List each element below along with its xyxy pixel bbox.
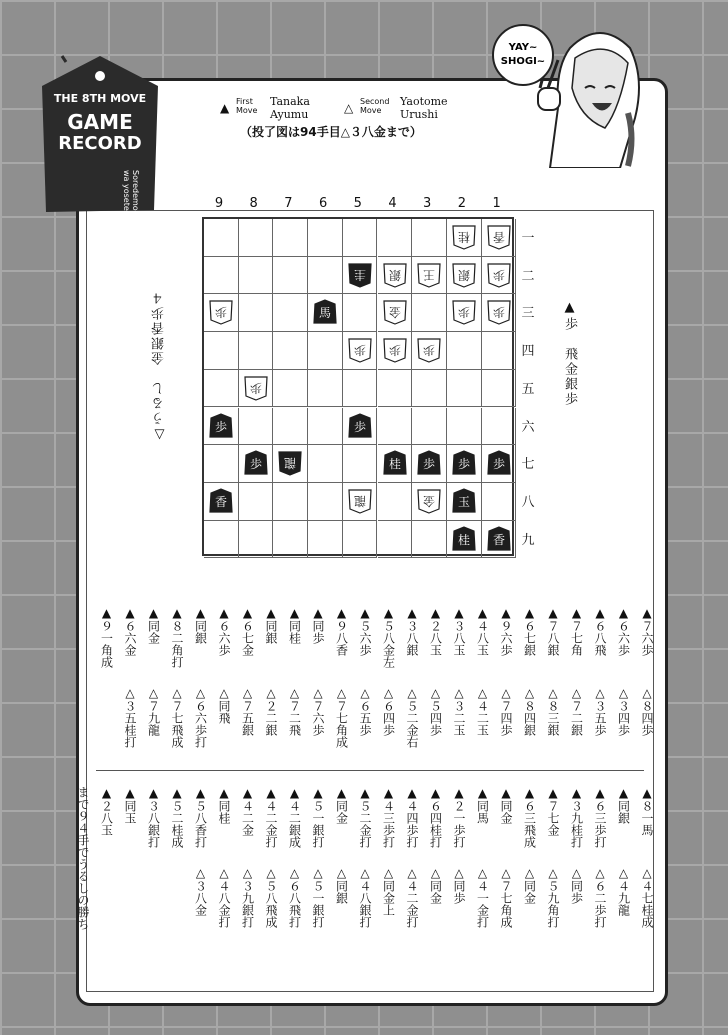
rank-number: 八 (521, 494, 535, 510)
move-gote: △４八金打 (217, 866, 231, 928)
second-symbol: △ (344, 101, 354, 115)
move-sente: ▲７七金 (546, 786, 560, 836)
move-sente: ▲同馬 (475, 786, 490, 824)
board-cell (378, 521, 413, 559)
shogi-piece (383, 337, 407, 363)
move-sente: ▲６六歩 (217, 606, 231, 656)
move-sente: ▲３八銀打 (146, 786, 161, 848)
board-cell (308, 408, 343, 446)
move-gote: △同飛 (217, 686, 231, 724)
move-sente: ▲３八銀 (405, 606, 419, 656)
piece-label: 歩 (214, 419, 228, 434)
file-number: 4 (388, 196, 397, 211)
board-cell (204, 219, 239, 257)
file-number: 9 (214, 196, 224, 211)
move-sente: ▲同玉 (123, 786, 137, 824)
move-sente: ▲４二金 (240, 786, 255, 836)
title-record: RECORD (58, 133, 142, 154)
piece-label: 金 (423, 493, 436, 508)
move-sente: ▲４四歩打 (405, 786, 419, 848)
board-cell (482, 332, 517, 370)
shogi-piece (209, 299, 233, 325)
move-sente: ▲６七銀 (522, 606, 537, 656)
move-sente: ▲４三歩打 (381, 786, 396, 848)
piece-label: 馬 (319, 306, 332, 321)
board-cell (273, 332, 308, 370)
board-cell (273, 370, 308, 408)
piece-label: 金 (388, 305, 401, 320)
move-gote: △同金上 (381, 866, 396, 916)
move-gote: △８三銀 (546, 686, 560, 736)
piece-label: 銀 (388, 267, 401, 282)
move-sente: ▲同銀 (616, 786, 631, 824)
move-sente: ▲５六歩 (358, 606, 372, 656)
move-sente: ▲同金 (499, 786, 513, 824)
chapter-label: THE 8TH MOVE (53, 92, 147, 105)
move-sente: ▲同桂 (287, 606, 302, 644)
shogi-piece (487, 450, 511, 476)
board-cell (343, 219, 378, 257)
move-gote: △７七角成 (334, 686, 349, 748)
move-gote: △６四歩 (381, 686, 396, 736)
move-sente: ▲７七角 (569, 606, 584, 656)
move-gote: △４八銀打 (358, 866, 372, 928)
board-cell (482, 408, 517, 446)
move-gote: △２二銀 (264, 686, 278, 736)
piece-label: 歩 (423, 457, 436, 472)
piece-label: 歩 (249, 457, 262, 472)
move-sente: ▲７六歩 (640, 606, 654, 656)
board-cell (343, 370, 378, 408)
rank-number: 一 (521, 231, 535, 246)
move-sente: ▲９八香 (334, 606, 349, 656)
move-gote: △３九銀打 (240, 866, 255, 928)
move-sente: ▲同桂 (217, 786, 231, 824)
move-gote: △５四歩 (428, 686, 443, 736)
move-sente: ▲６六歩 (616, 606, 631, 656)
move-gote: △８四銀 (522, 686, 537, 736)
move-sente: ▲６三歩打 (593, 786, 607, 848)
board-cell (273, 408, 308, 446)
shogi-piece (348, 262, 372, 288)
move-gote: △３五桂打 (123, 686, 137, 748)
move-sente: ▲４二金打 (264, 786, 278, 848)
piece-label: 歩 (492, 305, 505, 320)
rank-number: 四 (521, 344, 535, 360)
board-cell (273, 219, 308, 257)
move-gote: △６六歩打 (193, 686, 208, 748)
board-cell (239, 408, 274, 446)
move-sente: ▲５八香打 (193, 786, 208, 848)
move-sente: ▲２八玉 (428, 606, 443, 656)
move-gote: △７六歩 (311, 686, 325, 736)
move-sente: ▲６六金 (123, 606, 137, 656)
piece-label: 歩 (423, 343, 436, 358)
move-sente: ▲６八飛 (593, 606, 607, 656)
board-cell (204, 445, 239, 483)
move-gote: △７七角成 (499, 866, 513, 928)
file-number: 2 (457, 196, 467, 211)
move-gote: △３二玉 (452, 686, 466, 736)
board-cell (447, 408, 482, 446)
board-cell (308, 445, 343, 483)
board-cell (412, 294, 447, 332)
shogi-piece (452, 299, 476, 325)
move-gote: △５一銀打 (311, 866, 325, 928)
piece-label: 香 (492, 532, 505, 547)
piece-label: 桂 (457, 230, 470, 244)
shogi-piece (452, 262, 476, 288)
file-number: 7 (284, 196, 293, 211)
board-cell (273, 294, 308, 332)
move-gote: △６二歩打 (593, 866, 607, 928)
piece-label: 歩 (457, 457, 470, 472)
move-sente: ▲５二金打 (358, 786, 372, 848)
shogi-piece (278, 450, 302, 476)
move-sente: ▲８一馬 (640, 786, 654, 836)
sente-hand: ▲歩 飛金銀歩 (562, 300, 577, 407)
board-cell (412, 408, 447, 446)
piece-label: 香 (492, 230, 505, 244)
piece-label: 歩 (457, 305, 470, 320)
piece-label: 歩 (249, 380, 262, 395)
rank-number: 二 (521, 268, 535, 284)
shogi-piece (383, 262, 407, 288)
board-cell (239, 257, 274, 295)
shogi-piece (417, 488, 441, 514)
board-cell (273, 521, 308, 559)
board-cell (204, 257, 239, 295)
piece-label: 歩 (353, 419, 366, 434)
board-cell (273, 257, 308, 295)
shogi-piece (348, 488, 372, 514)
board-cell (273, 483, 308, 521)
piece-label: 龍 (353, 493, 366, 508)
move-gote: △同銀 (334, 866, 349, 904)
move-gote: △３四歩 (616, 686, 631, 736)
move-gote: △７四歩 (499, 686, 513, 736)
move-gote: △４二金打 (405, 866, 419, 928)
board-cell (378, 483, 413, 521)
move-gote: △８四歩 (640, 686, 654, 736)
move-sente: ▲２八玉 (99, 786, 114, 836)
rank-number: 六 (521, 419, 535, 435)
gote-hand: △うるし 金銀香歩４ (152, 290, 167, 442)
move-gote: △７二飛 (287, 686, 302, 736)
move-sente: ▲３八玉 (452, 606, 466, 656)
move-sente: ▲２一歩打 (452, 786, 466, 848)
players-block (220, 93, 480, 139)
board-cell (447, 370, 482, 408)
board-cell (412, 219, 447, 257)
file-number: 5 (353, 196, 362, 211)
board-cell (308, 257, 343, 295)
shogi-piece (383, 450, 407, 476)
piece-label: 桂 (388, 457, 401, 472)
board-cell (308, 521, 343, 559)
move-gote: △５九角打 (546, 866, 560, 928)
first-label: First Move (236, 97, 258, 115)
rank-number: 七 (521, 457, 535, 473)
board-cell (343, 445, 378, 483)
move-sente: ▲同金 (146, 606, 161, 644)
move-sente: ▲４二銀成 (287, 786, 302, 848)
move-gote: △同歩 (569, 866, 584, 904)
move-sente: ▲９一角成 (99, 606, 114, 668)
shogi-piece (348, 413, 372, 439)
second-label: Second Move (360, 97, 390, 115)
file-number: 6 (318, 196, 328, 211)
board-cell (204, 332, 239, 370)
move-gote: △７五銀 (240, 686, 255, 736)
move-gote: △４一金打 (475, 866, 490, 928)
board-cell (308, 483, 343, 521)
move-sente: ▲同銀 (193, 606, 208, 644)
piece-label: 歩 (353, 343, 366, 358)
board-cell (482, 370, 517, 408)
piece-label: 歩 (214, 305, 228, 320)
move-gote: △５八飛成 (264, 866, 278, 928)
shogi-piece (244, 450, 268, 476)
first-name: Tanaka Ayumu (270, 95, 310, 121)
tag-title-block (38, 92, 162, 155)
board-cell (239, 219, 274, 257)
board-cell (378, 370, 413, 408)
piece-label: 桂 (457, 532, 470, 547)
move-sente: ▲５二桂成 (170, 786, 184, 848)
move-sente: ▲６四桂打 (428, 786, 443, 848)
move-sente: ▲同金 (334, 786, 349, 824)
move-gote: △同金 (428, 866, 443, 904)
piece-label: 歩 (492, 267, 505, 282)
shogi-piece (487, 526, 511, 552)
board-cell (447, 332, 482, 370)
speech-bubble: YAY~ SHOGI~ (492, 24, 554, 86)
title-game: GAME (67, 110, 133, 134)
shogi-piece (487, 299, 511, 325)
move-sente: ▲６七金 (240, 606, 255, 656)
file-number: 1 (492, 196, 501, 211)
moves-divider (96, 770, 644, 771)
file-number: 8 (249, 196, 258, 211)
shogi-piece (452, 526, 476, 552)
shogi-piece (313, 299, 337, 325)
first-symbol: ▲ (220, 101, 230, 115)
board-cell (343, 521, 378, 559)
shogi-piece (452, 224, 476, 250)
board-cell (343, 294, 378, 332)
move-sente: ▲７八銀 (546, 606, 560, 656)
board-cell (412, 370, 447, 408)
move-gote: △４七桂成 (640, 866, 654, 928)
shogi-piece (348, 337, 372, 363)
board-cell (239, 332, 274, 370)
board-cell (308, 219, 343, 257)
board-cell (412, 521, 447, 559)
board-cell (204, 521, 239, 559)
move-sente: ▲３九桂打 (569, 786, 584, 848)
move-gote: △７二銀 (569, 686, 584, 736)
shogi-board (202, 217, 514, 556)
piece-label: 香 (214, 494, 228, 509)
shogi-piece (417, 450, 441, 476)
move-gote: △同歩 (452, 866, 466, 904)
rank-number: 五 (521, 381, 535, 397)
tag-subtitle: Soredemo ayumu wa yosetekuru (122, 170, 140, 241)
file-number: 3 (423, 196, 432, 211)
piece-label: 玉 (457, 494, 470, 509)
move-sente: ▲６三飛成 (522, 786, 537, 848)
move-gote: △４九龍 (616, 866, 631, 916)
board-cell (378, 408, 413, 446)
shogi-piece (417, 262, 441, 288)
move-gote: △３八金 (193, 866, 208, 916)
move-sente: ▲５八金左 (381, 606, 396, 668)
rank-number: 三 (521, 306, 535, 322)
piece-label: 王 (423, 267, 436, 282)
move-sente: ▲同歩 (311, 606, 325, 644)
move-gote: △６八飛打 (287, 866, 302, 928)
move-sente: ▲９六歩 (499, 606, 513, 656)
shogi-piece (487, 262, 511, 288)
piece-label: 歩 (388, 343, 401, 358)
shogi-piece (209, 488, 233, 514)
piece-label: 歩 (492, 457, 505, 472)
shogi-piece (452, 488, 476, 514)
board-cell (239, 483, 274, 521)
piece-label: 龍 (284, 456, 297, 471)
board-cell (378, 219, 413, 257)
move-gote: △同金 (522, 866, 537, 904)
piece-label: 圭 (353, 267, 366, 282)
move-sente: ▲４八玉 (475, 606, 490, 656)
rank-number: 九 (521, 532, 535, 548)
board-cell (308, 332, 343, 370)
move-sente: ▲同銀 (264, 606, 278, 644)
move-gote: △７七飛成 (170, 686, 184, 748)
result-caption: （投了図は94手目△３八金まで） (240, 125, 422, 139)
second-name: Yaotome Urushi (400, 95, 448, 121)
board-cell (239, 294, 274, 332)
move-sente: ▲８二角打 (170, 606, 184, 668)
shogi-piece (452, 450, 476, 476)
piece-label: 銀 (457, 267, 470, 282)
board-cell (308, 370, 343, 408)
board-cell (239, 521, 274, 559)
move-gote: △５二金右 (405, 686, 419, 748)
move-gote: △７九龍 (146, 686, 161, 736)
board-cell (482, 483, 517, 521)
move-gote: △３五歩 (593, 686, 607, 736)
shogi-piece (244, 375, 268, 401)
move-gote: △６五歩 (358, 686, 372, 736)
shogi-piece (209, 413, 233, 439)
move-sente: まで９４手でうるしの勝ち (76, 786, 90, 930)
shogi-piece (487, 224, 511, 250)
shogi-piece (383, 299, 407, 325)
board-cell (204, 370, 239, 408)
move-gote: △４二玉 (475, 686, 490, 736)
shogi-piece (417, 337, 441, 363)
move-sente: ▲５一銀打 (311, 786, 325, 848)
